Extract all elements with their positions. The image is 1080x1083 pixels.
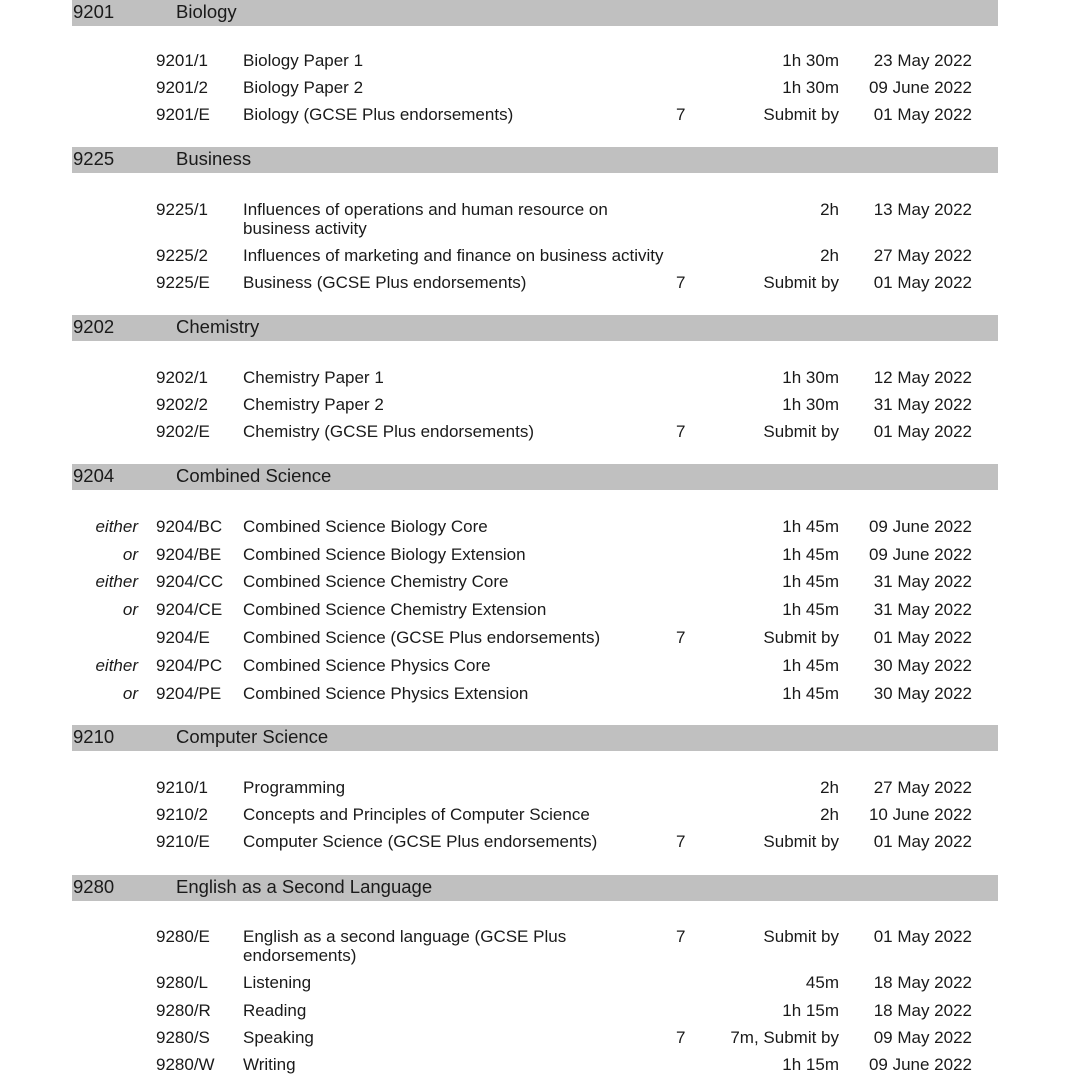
component-title: Biology (GCSE Plus endorsements) [243,105,514,124]
component-code: 9204/PE [156,684,222,703]
component-code: 9204/CE [156,600,223,619]
component-duration: 1h 30m [782,395,839,414]
component-code: 9204/CC [156,572,224,591]
component-number: 7 [676,105,686,124]
component-date: 27 May 2022 [873,246,972,265]
component-title: Writing [243,1055,296,1074]
component-duration: 1h 45m [782,600,839,619]
subject-code: 9201 [73,1,115,22]
component-duration: 1h 45m [782,545,839,564]
component-code: 9225/2 [156,246,208,265]
component-date: 27 May 2022 [873,778,972,797]
component-date: 18 May 2022 [873,1001,972,1020]
subject-title: Business [176,148,252,169]
component-duration: 1h 30m [782,78,839,97]
component-title: Combined Science Physics Core [243,656,491,675]
component-duration: 1h 15m [782,1001,839,1020]
component-duration: Submit by [763,105,839,124]
component-code: 9280/L [156,973,208,992]
component-title: Combined Science Chemistry Extension [243,600,547,619]
component-code: 9280/E [156,927,210,946]
component-code: 9204/BC [156,517,223,536]
subject-code: 9202 [73,316,115,337]
component-duration: 1h 45m [782,656,839,675]
subject-header [72,0,998,26]
component-title: Listening [243,973,312,992]
subject-header [72,315,998,341]
component-date: 09 June 2022 [868,78,972,97]
subject-title: Chemistry [176,316,260,337]
component-code: 9202/2 [156,395,208,414]
component-duration: 2h [820,778,839,797]
component-title: Biology Paper 2 [243,78,364,97]
component-code: 9280/R [156,1001,211,1020]
subject-code: 9204 [73,465,115,486]
component-number: 7 [676,832,686,851]
row-prefix: either [95,517,138,536]
component-date: 12 May 2022 [873,368,972,387]
component-title: Combined Science Physics Extension [243,684,529,703]
component-duration: 45m [805,973,839,992]
component-title: Chemistry Paper 1 [243,368,384,387]
component-date: 18 May 2022 [873,973,972,992]
component-date: 09 June 2022 [868,517,972,536]
subject-code: 9280 [73,876,115,897]
component-number: 7 [676,1028,686,1047]
subject-title: Combined Science [176,465,332,486]
component-number: 7 [676,273,686,292]
component-duration: Submit by [763,927,839,946]
component-title: Business (GCSE Plus endorsements) [243,273,527,292]
component-title: Computer Science (GCSE Plus endorsements) [243,832,598,851]
component-title: Combined Science Chemistry Core [243,572,509,591]
component-number: 7 [676,628,686,647]
component-duration: 1h 45m [782,684,839,703]
component-title: Reading [243,1001,307,1020]
subject-title: Computer Science [176,726,329,747]
component-title: Concepts and Principles of Computer Science [243,805,590,824]
component-title: Influences of marketing and finance on business activity [243,246,664,265]
component-duration: Submit by [763,273,839,292]
component-number: 7 [676,422,686,441]
component-date: 01 May 2022 [873,927,972,946]
component-duration: 1h 30m [782,51,839,70]
component-date: 01 May 2022 [873,832,972,851]
component-code: 9201/1 [156,51,208,70]
component-duration: 2h [820,246,839,265]
row-prefix: or [122,545,138,564]
component-title: Combined Science Biology Extension [243,545,526,564]
component-code: 9225/1 [156,200,208,219]
component-date: 30 May 2022 [873,684,972,703]
component-title: Chemistry Paper 2 [243,395,384,414]
component-title: Combined Science Biology Core [243,517,488,536]
component-date: 09 May 2022 [873,1028,972,1047]
row-prefix: either [95,656,138,675]
component-date: 09 June 2022 [868,1055,972,1074]
component-duration: 2h [820,805,839,824]
component-duration: 2h [820,200,839,219]
subject-header [72,464,998,490]
component-code: 9204/E [156,628,210,647]
component-title: Chemistry (GCSE Plus endorsements) [243,422,534,441]
row-prefix: or [122,600,138,619]
component-date: 30 May 2022 [873,656,972,675]
component-code: 9210/1 [156,778,208,797]
component-duration: 1h 15m [782,1055,839,1074]
component-title: Biology Paper 1 [243,51,364,70]
component-title: Speaking [243,1028,314,1047]
component-duration: Submit by [763,832,839,851]
component-date: 10 June 2022 [868,805,972,824]
component-code: 9201/2 [156,78,208,97]
component-duration: Submit by [763,628,839,647]
subject-header [72,725,998,751]
component-date: 23 May 2022 [873,51,972,70]
component-duration: 1h 30m [782,368,839,387]
component-title: Influences of operations and human resource on business activity [243,200,608,238]
component-title: Combined Science (GCSE Plus endorsements) [243,628,601,647]
component-code: 9225/E [156,273,210,292]
subject-title: Biology [176,1,237,22]
component-code: 9202/1 [156,368,208,387]
row-prefix: or [122,684,138,703]
component-title: Programming [243,778,346,797]
component-date: 01 May 2022 [873,273,972,292]
component-code: 9280/W [156,1055,215,1074]
subject-header [72,875,998,901]
component-date: 01 May 2022 [873,628,972,647]
subject-title: English as a Second Language [176,876,433,897]
subject-code: 9225 [73,148,115,169]
component-duration: 7m, Submit by [730,1028,839,1047]
component-date: 09 June 2022 [868,545,972,564]
component-duration: 1h 45m [782,572,839,591]
component-duration: Submit by [763,422,839,441]
component-duration: 1h 45m [782,517,839,536]
component-date: 01 May 2022 [873,422,972,441]
component-date: 01 May 2022 [873,105,972,124]
component-code: 9280/S [156,1028,210,1047]
component-code: 9210/E [156,832,210,851]
component-code: 9204/PC [156,656,223,675]
component-date: 31 May 2022 [873,600,972,619]
component-code: 9202/E [156,422,210,441]
row-prefix: either [95,572,138,591]
component-title: English as a second language (GCSE Plus endorsements) [243,927,567,965]
component-date: 31 May 2022 [873,572,972,591]
subject-header [72,147,998,173]
component-date: 13 May 2022 [873,200,972,219]
subject-code: 9210 [73,726,115,747]
component-date: 31 May 2022 [873,395,972,414]
component-code: 9204/BE [156,545,222,564]
component-code: 9201/E [156,105,210,124]
component-number: 7 [676,927,686,946]
component-code: 9210/2 [156,805,208,824]
